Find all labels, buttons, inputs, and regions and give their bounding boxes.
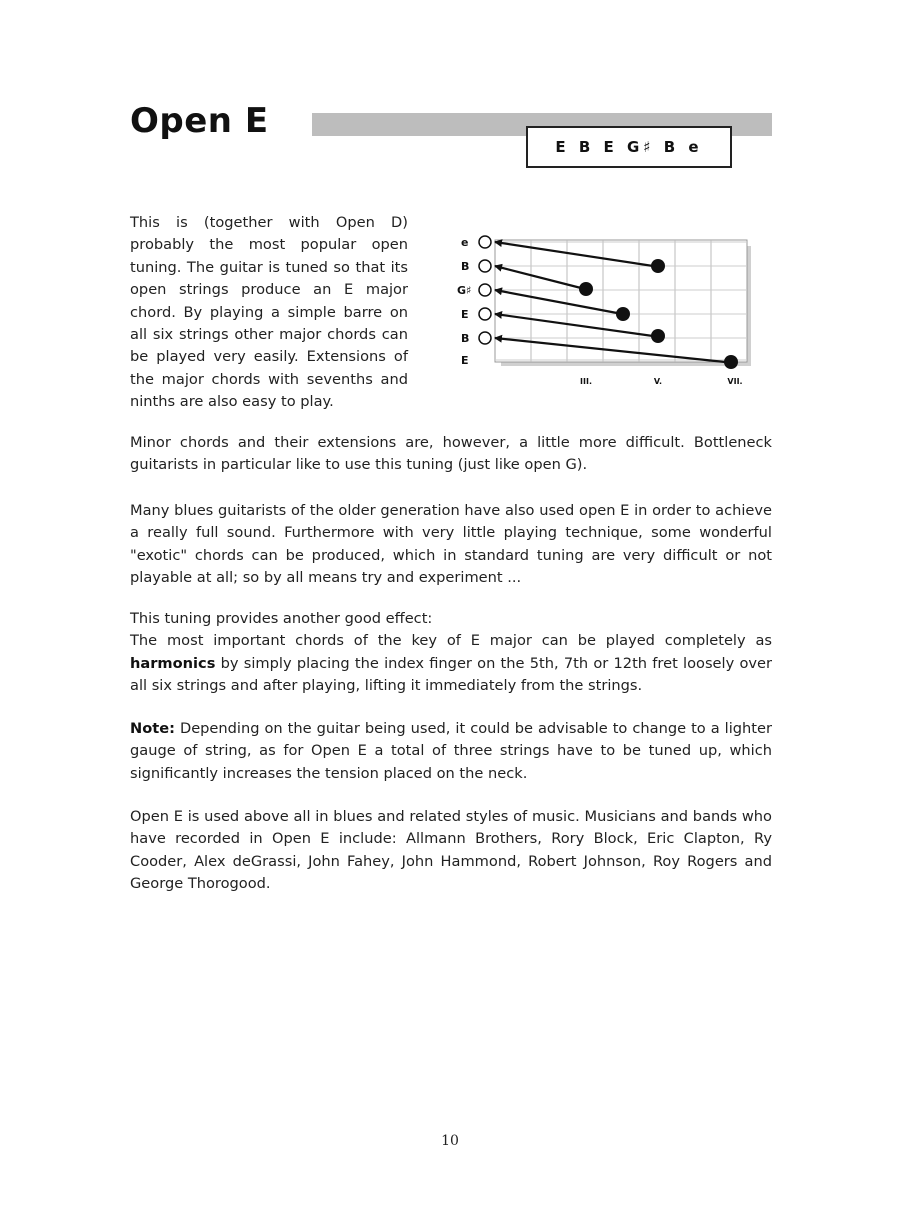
- fret-dot: [579, 282, 593, 296]
- fret-dot: [651, 259, 665, 273]
- fretboard: [495, 240, 747, 362]
- string-label-4: E: [461, 308, 469, 321]
- fret-dot: [724, 355, 738, 369]
- page-title: Open E: [130, 101, 269, 141]
- page-number: 10: [441, 1133, 459, 1149]
- string-label-6: E: [461, 354, 469, 367]
- fret-label-3: III.: [580, 377, 592, 386]
- intro-paragraph: This is (together with Open D) probably the most popular open tuning. The guitar is tuned so that its open strings produce an E major chord. By playing a simple barre on all six strings other major chords can be played very easily. Extensions of the major chords with sevenths and ninths are also easy to play.: [130, 214, 408, 411]
- string-label-5: B: [461, 332, 470, 345]
- fret-dot: [651, 329, 665, 343]
- open-string-circle: [479, 284, 491, 296]
- tuning-diagram: [455, 228, 770, 393]
- harmonics-intro-line: This tuning provides another good effect:: [130, 610, 433, 627]
- harmonics-term: harmonics: [130, 654, 216, 672]
- harmonics-body: [130, 630, 772, 697]
- fret-label-5: V.: [653, 377, 663, 386]
- tuning-box: [526, 126, 732, 168]
- note-text: Depending on the guitar being used, it could be advisable to change to a lighter gauge of string, as for Open E a total of three strings have to be tuned up, which significantly increases the tension placed on the neck.: [130, 720, 772, 782]
- fret-label-7: VII.: [727, 377, 743, 386]
- string-label-1: e: [461, 236, 469, 249]
- paragraph-blues: Many blues guitarists of the older generation have also used open E in order to achieve a really full sound. Furthermore with very little playing technique, some wonderful "exotic" chords can be produced, which in standard tuning are very difficult or not playable at all; so by all means try and experiment ...: [130, 502, 772, 587]
- string-label-3: G♯: [457, 284, 472, 297]
- paragraph-note: [130, 718, 772, 785]
- open-string-circle: [479, 308, 491, 320]
- open-string-circle: [479, 332, 491, 344]
- harmonics-pre: The most important chords of the key of E major can be played completely as: [130, 632, 772, 650]
- tuning-label: E B E G♯ B e: [555, 138, 703, 156]
- note-label: Note:: [130, 720, 175, 737]
- fret-dot: [616, 307, 630, 321]
- paragraph-harmonics: [130, 608, 772, 698]
- harmonics-post: by simply placing the index finger on the 5th, 7th or 12th fret loosely over all six strings and after playing, lifting it immediately from the strings.: [130, 654, 772, 695]
- paragraph-artists: Open E is used above all in blues and related styles of music. Musicians and bands who have recorded in Open E include: Allmann Brothers, Rory Block, Eric Clapton, Ry Cooder, Alex deGrassi, John Fahey, John Hammond, Robert Johnson, Roy Rogers and George Thorogood.: [130, 808, 772, 893]
- open-string-circle: [479, 260, 491, 272]
- intro-continuation: Minor chords and their extensions are, however, a little more difficult. Bottleneck guitarists in particular like to use this tuning (just like open G).: [130, 434, 772, 474]
- open-string-circle: [479, 236, 491, 248]
- string-label-2: B: [461, 260, 470, 273]
